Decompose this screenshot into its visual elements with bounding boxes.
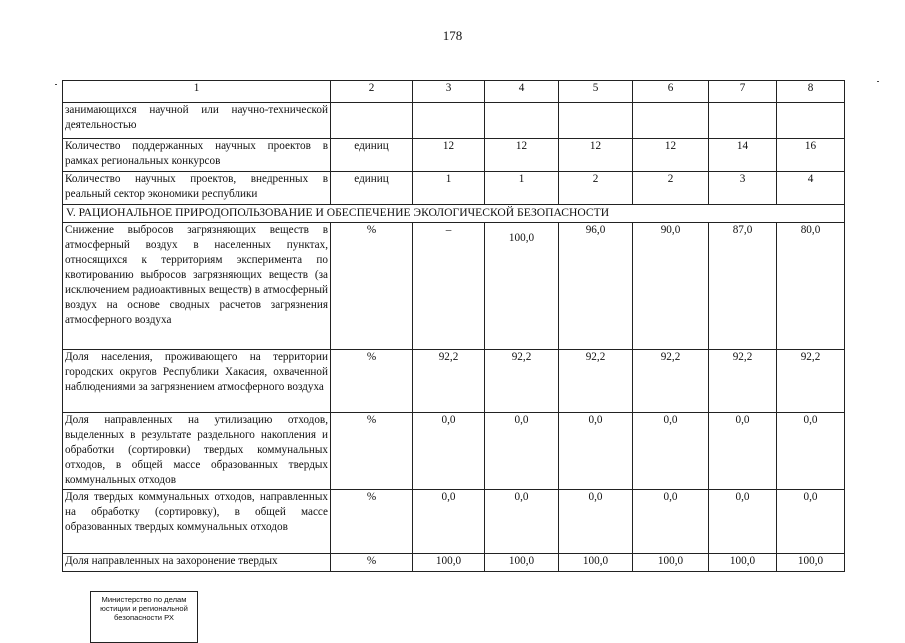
value-cell: 16 (777, 139, 845, 172)
value-cell: 96,0 (559, 223, 633, 350)
value-cell: 100,0 (413, 554, 485, 572)
scan-mark-right (877, 81, 879, 82)
value-cell: 0,0 (413, 413, 485, 490)
value-cell: 1 (413, 172, 485, 205)
value-cell: 0,0 (777, 413, 845, 490)
indicator-name: Доля твердых коммунальных отходов, направленных на обработку (сортировку), в общей массе образованных твердых коммунальных отходов (63, 490, 331, 554)
value-cell: 12 (413, 139, 485, 172)
ministry-stamp (90, 591, 198, 643)
unit-cell: % (331, 223, 413, 350)
value-cell: 90,0 (633, 223, 709, 350)
value-cell: – (413, 223, 485, 350)
value-cell: 12 (633, 139, 709, 172)
value-cell: 14 (709, 139, 777, 172)
value-cell: 0,0 (559, 413, 633, 490)
table-row (63, 490, 845, 554)
table-row (63, 223, 845, 350)
value-cell (777, 103, 845, 139)
column-header: 7 (709, 81, 777, 103)
indicators-table (62, 80, 845, 572)
value-cell: 0,0 (485, 490, 559, 554)
value-cell (633, 103, 709, 139)
column-header: 1 (63, 81, 331, 103)
table-row (63, 139, 845, 172)
value-cell: 87,0 (709, 223, 777, 350)
value-cell: 100,0 (485, 223, 559, 350)
value-cell: 2 (559, 172, 633, 205)
indicator-name: Доля населения, проживающего на территории городских округов Республики Хакасия, охваченной наблюдениями за загрязнением атмосферного воздуха (63, 350, 331, 413)
value-cell: 0,0 (413, 490, 485, 554)
column-header: 5 (559, 81, 633, 103)
value-cell: 0,0 (709, 413, 777, 490)
value-cell: 92,2 (633, 350, 709, 413)
value-cell: 92,2 (559, 350, 633, 413)
table-row (63, 103, 845, 139)
column-header: 4 (485, 81, 559, 103)
unit-cell: % (331, 554, 413, 572)
value-cell: 0,0 (777, 490, 845, 554)
table-header-row (63, 81, 845, 103)
value-cell: 1 (485, 172, 559, 205)
value-cell: 100,0 (709, 554, 777, 572)
section-heading: V. РАЦИОНАЛЬНОЕ ПРИРОДОПОЛЬЗОВАНИЕ И ОБЕСПЕЧЕНИЕ ЭКОЛОГИЧЕСКОЙ БЕЗОПАСНОСТИ (63, 205, 845, 223)
value-cell: 92,2 (709, 350, 777, 413)
unit-cell: % (331, 350, 413, 413)
value-cell: 92,2 (413, 350, 485, 413)
indicator-name: Количество поддержанных научных проектов в рамках региональных конкурсов (63, 139, 331, 172)
value-cell: 4 (777, 172, 845, 205)
value-cell (709, 103, 777, 139)
unit-cell: % (331, 490, 413, 554)
column-header: 3 (413, 81, 485, 103)
column-header: 2 (331, 81, 413, 103)
stamp-line: юстиции и региональной (100, 604, 188, 613)
value-cell: 0,0 (559, 490, 633, 554)
unit-cell: единиц (331, 172, 413, 205)
value-cell: 3 (709, 172, 777, 205)
value-cell: 100,0 (777, 554, 845, 572)
stamp-line: безопасности РХ (114, 613, 174, 622)
value-cell: 2 (633, 172, 709, 205)
indicator-name: Доля направленных на захоронение твердых (63, 554, 331, 572)
unit-cell: единиц (331, 139, 413, 172)
table-row (63, 554, 845, 572)
stamp-line: Министерство по делам (101, 595, 187, 604)
value-cell: 0,0 (485, 413, 559, 490)
value-cell: 100,0 (559, 554, 633, 572)
value-cell: 0,0 (633, 413, 709, 490)
table-row (63, 413, 845, 490)
value-cell: 100,0 (633, 554, 709, 572)
value-cell (559, 103, 633, 139)
column-header: 8 (777, 81, 845, 103)
value-cell: 12 (559, 139, 633, 172)
scan-mark-left (55, 84, 57, 85)
indicator-name: Количество научных проектов, внедренных в реальный сектор экономики республики (63, 172, 331, 205)
unit-cell (331, 103, 413, 139)
indicator-name: занимающихся научной или научно-технической деятельностью (63, 103, 331, 139)
indicator-name: Снижение выбросов загрязняющих веществ в атмосферный воздух в населенных пунктах, относящихся к территориям эксперимента по квотированию выбросов загрязняющих веществ (за исключением радиоактивных веществ) в атмосферный воздух на основе сводных расчетов загрязнения атмосферного воздуха (63, 223, 331, 350)
value-cell: 0,0 (709, 490, 777, 554)
value-cell: 100,0 (485, 554, 559, 572)
value-cell: 92,2 (777, 350, 845, 413)
value-cell: 80,0 (777, 223, 845, 350)
value-cell (485, 103, 559, 139)
column-header: 6 (633, 81, 709, 103)
value-cell (413, 103, 485, 139)
indicator-name: Доля направленных на утилизацию отходов, выделенных в результате раздельного накопления и обработки (сортировки) твердых коммунальных отходов, в общей массе образованных твердых коммунальных отходов (63, 413, 331, 490)
value-cell: 92,2 (485, 350, 559, 413)
value-cell: 0,0 (633, 490, 709, 554)
value-cell: 12 (485, 139, 559, 172)
table-row (63, 172, 845, 205)
section-heading-row (63, 205, 845, 223)
page-number: 178 (442, 28, 463, 43)
unit-cell: % (331, 413, 413, 490)
table-row (63, 350, 845, 413)
